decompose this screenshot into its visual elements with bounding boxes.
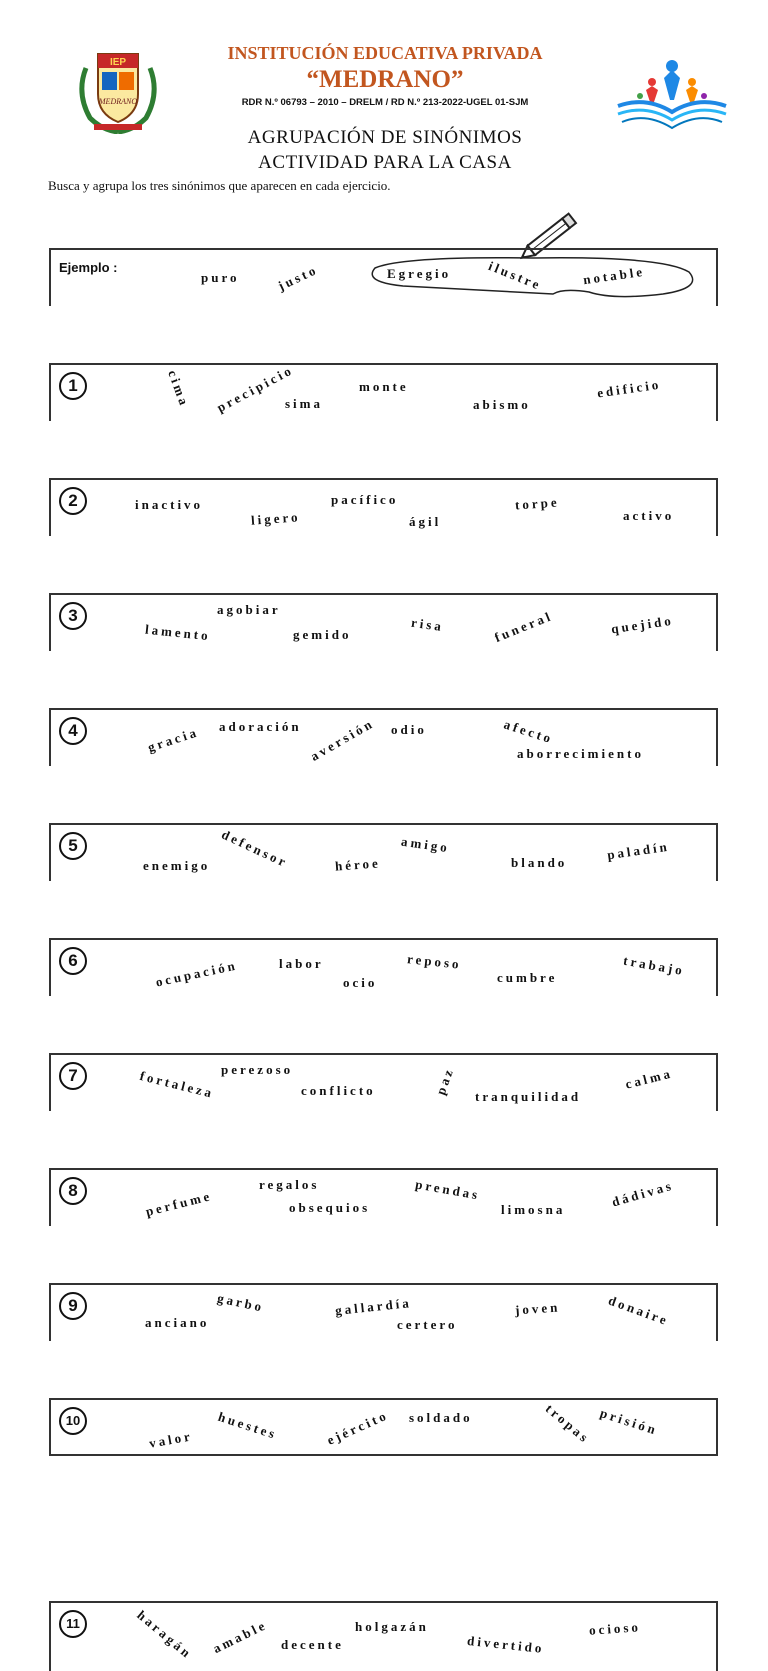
- exercise-row: [49, 823, 718, 881]
- word: fortaleza: [138, 1068, 216, 1101]
- svg-text:MEDRANO: MEDRANO: [98, 97, 138, 106]
- word: lamento: [144, 621, 212, 644]
- word: monte: [359, 379, 409, 394]
- word: garbo: [216, 1290, 266, 1315]
- exercise-row: [49, 1601, 718, 1671]
- word: perfume: [144, 1188, 214, 1220]
- word: paladín: [606, 838, 671, 863]
- exercise-number: 5: [59, 832, 87, 860]
- institution-type: INSTITUCIÓN EDUCATIVA PRIVADA: [227, 43, 543, 63]
- word: notable: [582, 263, 646, 288]
- word: funeral: [492, 608, 555, 646]
- word: paz: [432, 1064, 457, 1097]
- word: ejército: [324, 1407, 391, 1448]
- word: amigo: [400, 833, 451, 856]
- word: haragán: [134, 1606, 196, 1662]
- exercise-row: [49, 478, 718, 536]
- word: gallardía: [334, 1295, 413, 1318]
- exercise-row: [49, 1168, 718, 1226]
- school-name: “MEDRANO”: [306, 66, 464, 93]
- word: ágil: [409, 514, 442, 529]
- word: regalos: [259, 1177, 320, 1192]
- school-shield-logo: [72, 48, 164, 134]
- word: ligero: [250, 509, 301, 528]
- word: gracia: [145, 724, 201, 755]
- word: dádivas: [610, 1177, 676, 1210]
- word: aversión: [307, 715, 377, 764]
- book-figures-logo: [612, 56, 732, 136]
- word: cima: [165, 368, 193, 410]
- exercise-number: 3: [59, 602, 87, 630]
- exercise-row: [49, 593, 718, 651]
- word: trabajo: [622, 952, 687, 979]
- word: prendas: [414, 1176, 482, 1203]
- resolution-number: RDR N.º 06793 – 2010 – DRELM / RD N.º 213-2022-UGEL 01-SJM: [241, 97, 529, 108]
- example-row: [49, 248, 718, 306]
- word: odio: [391, 722, 427, 737]
- word: soldado: [409, 1410, 473, 1425]
- instruction-text: Busca y agrupa los tres sinónimos que aparecen en cada ejercicio.: [48, 178, 391, 193]
- worksheet-subtitle: ACTIVIDAD PARA LA CASA: [258, 152, 512, 173]
- word: pacífico: [331, 492, 399, 507]
- word: ilustre: [486, 258, 545, 294]
- word: ocio: [343, 975, 378, 990]
- word: quejido: [610, 612, 675, 637]
- exercise-row: [49, 708, 718, 766]
- word: decente: [281, 1636, 344, 1652]
- exercise-row: [49, 1053, 718, 1111]
- word: anciano: [145, 1315, 210, 1330]
- word: enemigo: [143, 858, 211, 873]
- word: inactivo: [135, 497, 204, 512]
- exercise-row: [49, 363, 718, 421]
- exercise-number: 8: [59, 1177, 87, 1205]
- exercise-number: 7: [59, 1062, 87, 1090]
- word: abismo: [473, 397, 531, 412]
- exercise-row: [49, 1283, 718, 1341]
- word: sima: [285, 396, 323, 411]
- word: Egregio: [387, 266, 452, 281]
- word: precipicio: [214, 362, 296, 416]
- word: ocioso: [588, 1618, 642, 1638]
- exercise-number: 9: [59, 1292, 87, 1320]
- word: amable: [210, 1616, 270, 1656]
- word: afecto: [502, 716, 556, 747]
- word: activo: [623, 508, 675, 523]
- word: donaire: [606, 1292, 672, 1329]
- svg-text:IEP: IEP: [109, 57, 127, 68]
- word: agobiar: [217, 602, 281, 617]
- word: valor: [147, 1428, 194, 1451]
- word: edificio: [596, 376, 663, 401]
- word: certero: [397, 1317, 458, 1332]
- word: puro: [201, 270, 240, 285]
- word: joven: [514, 1299, 561, 1318]
- word: conflicto: [301, 1083, 376, 1098]
- word: prisión: [598, 1405, 661, 1438]
- word: aborrecimiento: [517, 746, 644, 761]
- word: tranquilidad: [475, 1089, 582, 1104]
- word: labor: [279, 956, 324, 971]
- word: huestes: [216, 1408, 280, 1443]
- exercise-row: [49, 1398, 718, 1456]
- word: justo: [275, 261, 321, 294]
- word: defensor: [219, 826, 291, 871]
- word: adoración: [219, 719, 302, 734]
- word: holgazán: [355, 1618, 429, 1634]
- word: reposo: [406, 951, 463, 972]
- exercise-number: 2: [59, 487, 87, 515]
- exercise-number: 4: [59, 717, 87, 745]
- exercise-number: 6: [59, 947, 87, 975]
- worksheet-title: AGRUPACIÓN DE SINÓNIMOS: [247, 127, 523, 148]
- word: obsequios: [289, 1200, 371, 1215]
- word: tropas: [542, 1400, 594, 1447]
- word: cumbre: [497, 970, 558, 985]
- exercise-number: 10: [59, 1407, 87, 1435]
- word: calma: [623, 1065, 675, 1092]
- word: gemido: [293, 627, 352, 642]
- word: torpe: [514, 494, 561, 513]
- exercise-number: 1: [59, 372, 87, 400]
- word: limosna: [501, 1202, 566, 1217]
- word: blando: [511, 855, 568, 870]
- word: risa: [410, 614, 445, 635]
- exercise-row: [49, 938, 718, 996]
- exercise-number: 11: [59, 1610, 87, 1638]
- word: divertido: [466, 1632, 546, 1656]
- word: perezoso: [221, 1062, 294, 1077]
- word: héroe: [334, 855, 382, 874]
- example-label: Ejemplo :: [59, 260, 118, 275]
- word: ocupación: [154, 957, 239, 990]
